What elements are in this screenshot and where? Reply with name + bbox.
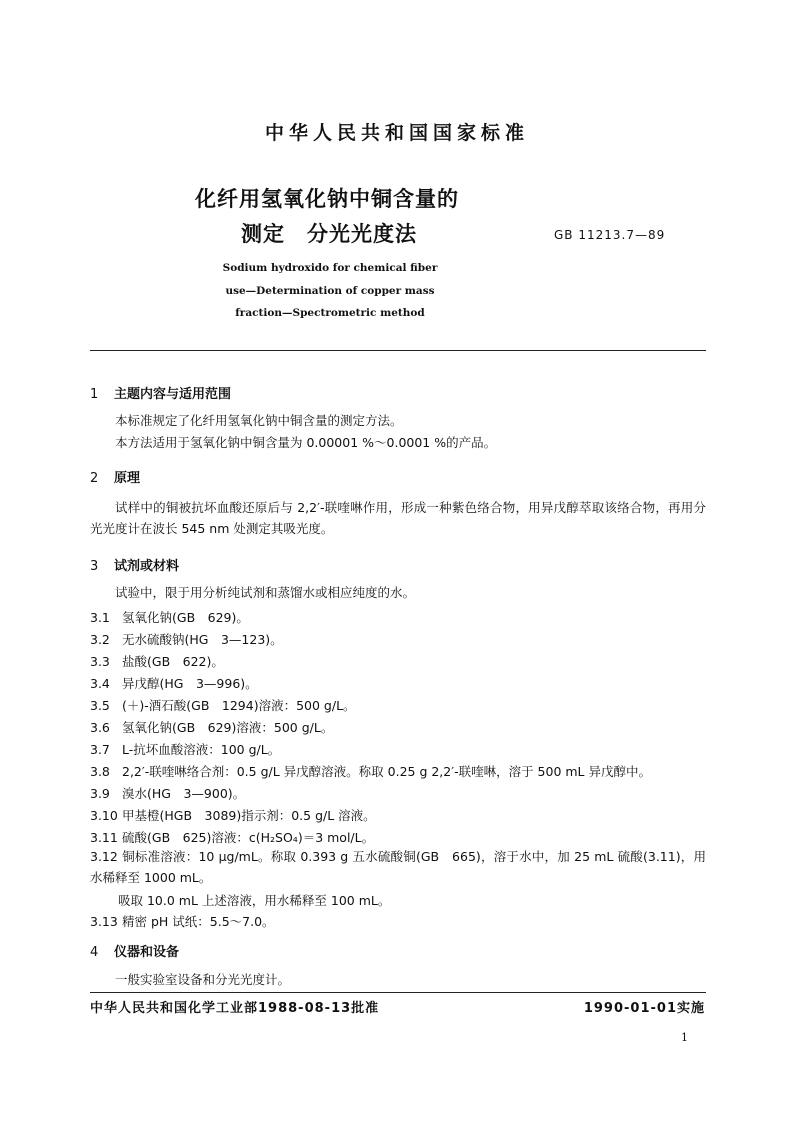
standard-title: 中华人民共和国国家标准 [264,122,529,144]
section-number: 1 [90,387,99,402]
list-item: 3.1 氢氧化钠(GB 629)。 [90,610,249,625]
section-number: 4 [90,945,99,960]
list-item: 3.10 甲基橙(HGB 3089)指示剂：0.5 g/L 溶液。 [90,808,376,823]
english-title-line1: Sodium hydroxido for chemical fiber [222,262,438,274]
list-item: 3.12 铜标准溶液：10 μg/mL。称取 0.393 g 五水硫酸铜(GB 665)，溶于水中，加 25 mL 硫酸(3.11)，用水稀释至 1000 mL。 [90,849,706,885]
list-item: 3.7 L-抗坏血酸溶液：100 g/L。 [90,742,281,757]
section-title: 主题内容与适用范围 [114,387,232,402]
document-title-line1: 化纤用氢氧化钠中铜含量的 [195,187,459,211]
english-title-line2: use—Determination of copper mass [225,285,435,297]
list-item: 3.6 氢氧化钠(GB 629)溶液：500 g/L。 [90,720,334,735]
paragraph: 试样中的铜被抗坏血酸还原后与 2,2′-联喹啉作用，形成一种紫色络合物，用异戊醇萃取该络合物，再用分光光度计在波长 545 nm 处测定其吸光度。 [90,500,706,536]
list-item: 3.9 溴水(HG 3—900)。 [90,786,246,801]
paragraph: 一般实验室设备和分光光度计。 [115,972,291,987]
section-4-heading [90,941,179,960]
section-3-heading [90,555,179,574]
section-number: 3 [90,559,99,574]
paragraph: 本标准规定了化纤用氢氧化钠中铜含量的测定方法。 [115,413,403,428]
implementation-date: 1990-01-01实施 [583,1001,705,1016]
list-item: 3.11 硫酸(GB 625)溶液：c(H₂SO₄)＝3 mol/L。 [90,830,375,845]
section-2-heading [90,467,140,486]
section-title: 原理 [114,471,141,486]
paragraph: 本方法适用于氢氧化钠中铜含量为 0.00001 %～0.0001 %的产品。 [115,435,497,450]
list-item: 3.13 精密 pH 试纸：5.5～7.0。 [90,914,275,929]
header-divider [90,350,706,351]
list-item: 3.4 异戊醇(HG 3—996)。 [90,676,258,691]
approval-text: 中华人民共和国化学工业部1988-08-13批准 [90,1001,380,1016]
page-number: 1 [681,1031,688,1044]
list-item: 3.3 盐酸(GB 622)。 [90,654,224,669]
section-title: 仪器和设备 [114,945,180,960]
paragraph: 试验中，限于用分析纯试剂和蒸馏水或相应纯度的水。 [115,585,416,600]
list-item-continuation: 吸取 10.0 mL 上述溶液，用水稀释至 100 mL。 [118,893,391,908]
standard-number: GB 11213.7—89 [554,228,666,242]
section-number: 2 [90,471,99,486]
list-item: 3.2 无水硫酸钠(HG 3—123)。 [90,632,283,647]
english-title-line3: fraction—Spectrometric method [235,307,425,319]
footer-divider [90,992,706,993]
section-title: 试剂或材料 [114,559,180,574]
document-title-line2: 测定 分光光度法 [241,222,417,246]
list-item: 3.5 (＋)-酒石酸(GB 1294)溶液：500 g/L。 [90,698,356,713]
list-item: 3.8 2,2′-联喹啉络合剂：0.5 g/L 异戊醇溶液。称取 0.25 g 2,2′-联喹啉，溶于 500 mL 异戊醇中。 [90,764,651,779]
section-1-heading [90,383,231,402]
